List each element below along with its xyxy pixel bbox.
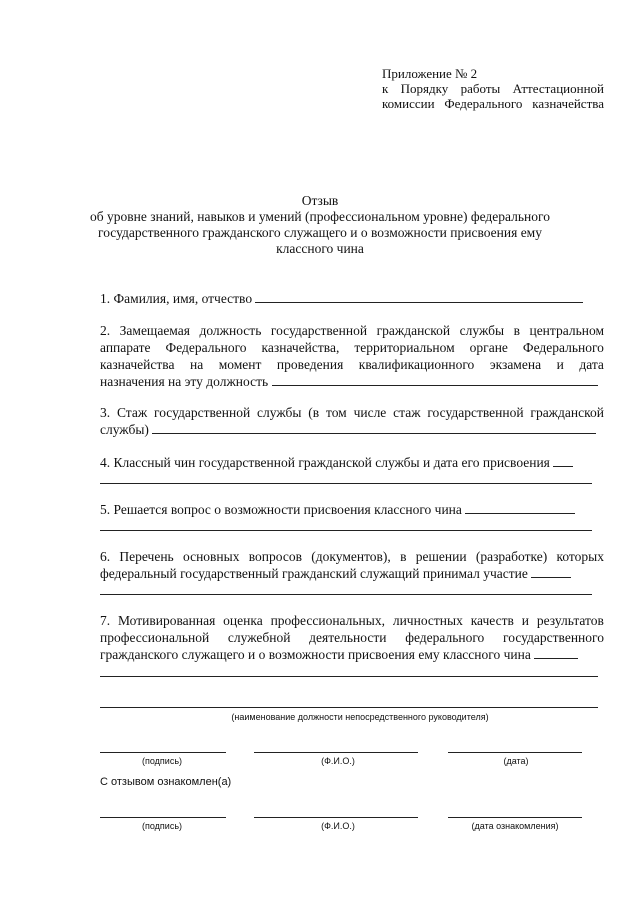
- caption-supervisor-position: (наименование должности непосредственного руководителя): [231, 712, 489, 722]
- word: федерального: [405, 630, 485, 645]
- appendix-word: к: [382, 81, 389, 96]
- word: гражданской: [530, 405, 604, 420]
- fill-line[interactable]: [100, 676, 598, 677]
- item-7: [100, 612, 604, 663]
- item-7-line: [100, 629, 604, 646]
- appendix-number: Приложение № 2: [382, 66, 478, 81]
- title-line: классного чина: [276, 241, 364, 256]
- appendix-line-3: [382, 96, 604, 111]
- appendix-line-2: [382, 81, 604, 96]
- word: Стаж: [116, 405, 148, 420]
- word: государственной: [270, 323, 368, 338]
- item-4: [100, 454, 604, 471]
- word: гражданской: [376, 323, 451, 338]
- title-line: государственного гражданского служащего и о возможности присвоения ему: [98, 225, 542, 240]
- signature-line[interactable]: [100, 817, 226, 818]
- word: центральном: [529, 323, 604, 338]
- caption-date: (дата): [503, 756, 529, 766]
- appendix-word: Порядку: [400, 81, 449, 96]
- word: личностных: [392, 613, 463, 628]
- word: момент: [218, 357, 262, 372]
- fill-line[interactable]: [100, 594, 592, 595]
- title-heading: Отзыв: [301, 193, 339, 208]
- item-3: [100, 404, 604, 438]
- word: числе: [353, 405, 387, 420]
- item-3-line: [100, 404, 604, 421]
- supervisor-position-line[interactable]: [100, 707, 598, 708]
- caption-fio: (Ф.И.О.): [321, 821, 355, 831]
- word: 2.: [100, 323, 111, 338]
- item-5: [100, 501, 604, 518]
- fio-line[interactable]: [254, 817, 418, 818]
- fill-line[interactable]: [100, 483, 592, 484]
- word: Замещаемая: [119, 323, 190, 338]
- appendix-word: Федерального: [444, 96, 523, 111]
- word: государственной: [427, 405, 524, 420]
- word: 7.: [100, 613, 111, 628]
- word: квалификационного: [358, 357, 475, 372]
- word: Перечень: [119, 549, 174, 564]
- word: государственного: [503, 630, 604, 645]
- word: дата: [579, 357, 604, 372]
- appendix-word: казначейства: [532, 96, 604, 111]
- item-5-label: 5. Решается вопрос о возможности присвоения классного чина: [100, 502, 462, 517]
- word: экзамена: [489, 357, 542, 372]
- word: службы: [459, 323, 505, 338]
- word: профессиональной: [100, 630, 210, 645]
- caption-signature: (подпись): [141, 756, 183, 766]
- title-line: об уровне знаний, навыков и умений (профессиональном уровне) федерального: [90, 209, 550, 224]
- item-4-label: 4. Классный чин государственной гражданской службы и дата его присвоения: [100, 455, 550, 470]
- item-2-line: [100, 356, 604, 373]
- item-2-line: назначения на эту должность: [100, 374, 269, 389]
- word: (документов),: [311, 549, 391, 564]
- word: казначейства,: [261, 340, 340, 355]
- caption-fio: (Ф.И.О.): [321, 756, 355, 766]
- item-1-label: 1. Фамилия, имя, отчество: [100, 291, 253, 306]
- acknowledged-label: С отзывом ознакомлен(а): [100, 776, 232, 788]
- word: в: [513, 323, 520, 338]
- item-2-line: [100, 339, 604, 356]
- item-2-line: [100, 322, 604, 339]
- word: решении: [415, 549, 467, 564]
- word: том: [325, 405, 347, 420]
- fill-line[interactable]: [255, 290, 583, 303]
- word: Федерального: [165, 340, 247, 355]
- word: и: [521, 613, 529, 628]
- word: деятельности: [309, 630, 387, 645]
- fill-line[interactable]: [531, 565, 571, 578]
- fill-line[interactable]: [100, 530, 592, 531]
- word: на: [189, 357, 204, 372]
- fill-line[interactable]: [152, 421, 596, 434]
- word: служебной: [227, 630, 291, 645]
- word: профессиональных,: [270, 613, 385, 628]
- date-line[interactable]: [448, 752, 582, 753]
- item-6-line: [100, 548, 604, 565]
- item-1: [100, 290, 604, 307]
- word: оценка: [223, 613, 263, 628]
- word: Федерального: [522, 340, 604, 355]
- appendix-word: комиссии: [382, 96, 435, 111]
- appendix-header: [382, 66, 604, 111]
- word: службы: [257, 405, 302, 420]
- item-6: [100, 548, 604, 582]
- word: проведения: [276, 357, 344, 372]
- word: Мотивированная: [117, 613, 216, 628]
- item-3-line: службы): [100, 422, 149, 437]
- word: 3.: [100, 405, 111, 420]
- caption-signature: (подпись): [141, 821, 183, 831]
- fill-line[interactable]: [553, 454, 573, 467]
- word: вопросов: [248, 549, 302, 564]
- document-title: [90, 193, 550, 257]
- word: территориальном: [354, 340, 455, 355]
- word: основных: [183, 549, 240, 564]
- item-7-line: [100, 612, 604, 629]
- word: аппарате: [100, 340, 151, 355]
- item-7-line: гражданского служащего и о возможности присвоения ему классного чина: [100, 647, 531, 662]
- fill-line[interactable]: [272, 373, 598, 386]
- item-6-line: федеральный государственный гражданский служащий принимал участие: [100, 566, 528, 581]
- appendix-word: работы: [460, 81, 501, 96]
- word: должность: [199, 323, 262, 338]
- word: в: [400, 549, 407, 564]
- word: которых: [556, 549, 604, 564]
- fill-line[interactable]: [465, 501, 575, 514]
- signature-line[interactable]: [100, 752, 226, 753]
- word: и: [556, 357, 564, 372]
- caption-ack-date: (дата ознакомления): [471, 821, 559, 831]
- word: органе: [469, 340, 508, 355]
- word: казначейства: [100, 357, 175, 372]
- item-2: [100, 322, 604, 390]
- word: результатов: [536, 613, 604, 628]
- fill-line[interactable]: [534, 646, 578, 659]
- ack-date-line[interactable]: [448, 817, 582, 818]
- word: (в: [308, 405, 320, 420]
- appendix-word: Аттестационной: [512, 81, 604, 96]
- word: 6.: [100, 549, 111, 564]
- word: государственной: [154, 405, 251, 420]
- word: качеств: [470, 613, 514, 628]
- word: (разработке): [475, 549, 548, 564]
- word: стаж: [393, 405, 421, 420]
- fio-line[interactable]: [254, 752, 418, 753]
